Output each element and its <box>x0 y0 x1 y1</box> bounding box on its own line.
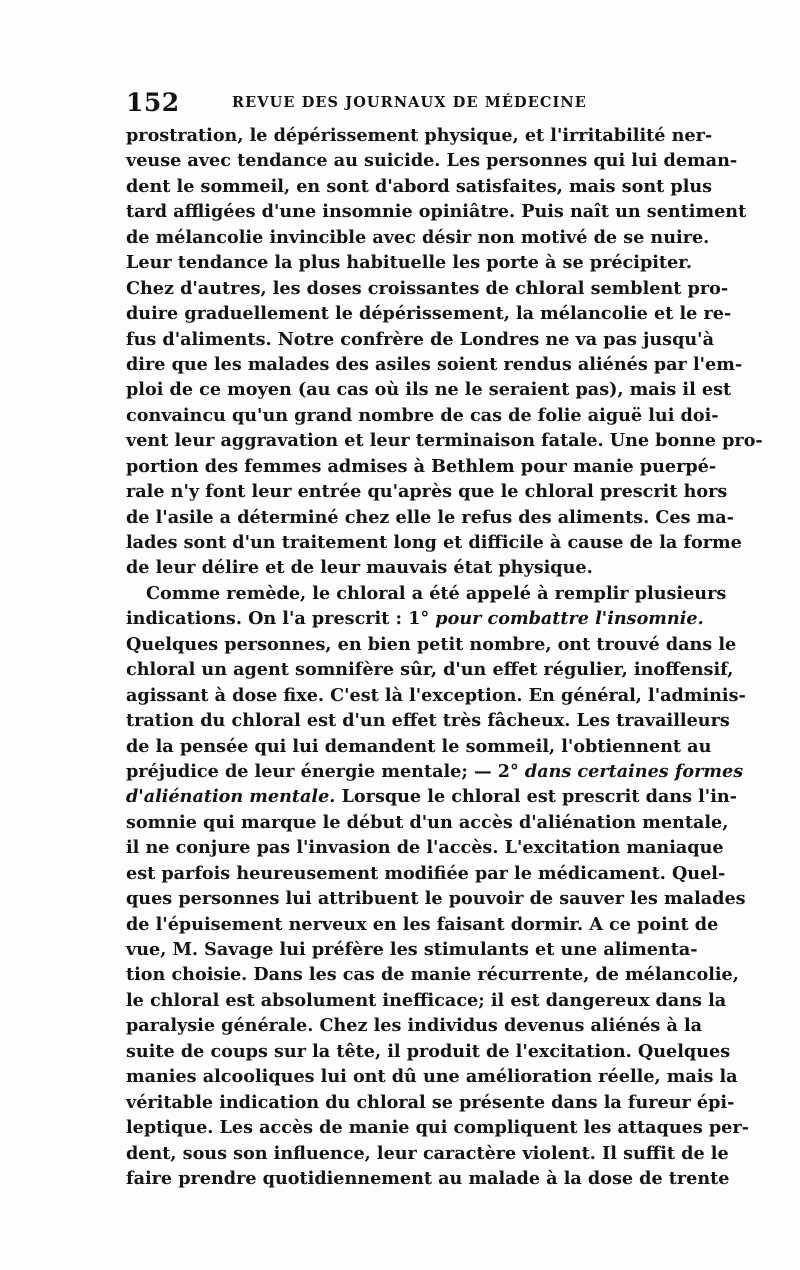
text-line: Comme remède, le chloral a été appelé à remplir plusieurs <box>146 582 727 604</box>
text-line: dire que les malades des asiles soient rendus aliénés par l'em- <box>126 353 743 375</box>
text-line: de l'épuisement nerveux en les faisant dormir. A ce point de <box>126 913 719 935</box>
text-line: dent, sous son influence, leur caractère violent. Il suffit de le <box>126 1142 729 1164</box>
text-line: de leur délire et de leur mauvais état physique. <box>126 557 593 579</box>
page-header <box>126 88 672 118</box>
text-line: veuse avec tendance au suicide. Les personnes qui lui deman- <box>126 150 738 172</box>
text-line: vue, M. Savage lui préfère les stimulants et une alimenta- <box>126 939 698 960</box>
text-line: Leur tendance la plus habituelle les porte à se précipiter. <box>126 252 693 274</box>
text-line: dent le sommeil, en sont d'abord satisfaites, mais sont plus <box>126 175 713 197</box>
text-line: somnie qui marque le début d'un accès d'aliénation mentale, <box>126 811 729 833</box>
text-line: de mélancolie invincible avec désir non motivé de se nuire. <box>126 226 710 248</box>
text-line: vent leur aggravation et leur terminaison fatale. Une bonne pro- <box>126 430 763 452</box>
text-line: Chez d'autres, les doses croissantes de chloral semblent pro- <box>126 277 729 299</box>
text-line: tard affligées d'une insomnie opiniâtre. Puis naît un sentiment <box>126 201 747 223</box>
page-number: 152 <box>126 88 180 117</box>
text-line: faire prendre quotidiennement au malade à la dose de trente <box>126 1167 730 1189</box>
italic-fragment: dans certaines formes <box>524 760 744 782</box>
text-line: il ne conjure pas l'invasion de l'accès. L'excitation maniaque <box>126 837 724 859</box>
text-line: paralysie générale. Chez les individus devenus aliénés à la <box>126 1015 703 1037</box>
text-fragment: indications. On l'a prescrit : <box>126 608 409 630</box>
text-fragment: préjudice de leur énergie mentale; — 2° <box>126 760 525 782</box>
italic-fragment: 1° <box>408 608 436 630</box>
italic-fragment: pour combattre l'insomnie. <box>435 608 704 630</box>
text-line: le chloral est absolument inefficace; il est dangereux dans la <box>126 989 727 1011</box>
text-line: ploi de ce moyen (au cas où ils ne le seraient pas), mais il est <box>126 379 732 401</box>
text-line-italic-mixed <box>126 606 704 631</box>
text-line: tration du chloral est d'un effet très fâcheux. Les travailleurs <box>126 710 730 732</box>
text-line: convaincu qu'un grand nombre de cas de folie aiguë lui doi- <box>126 404 719 426</box>
text-line: duire graduellement le dépérissement, la mélancolie et le re- <box>126 303 732 325</box>
text-line: chloral un agent somnifère sûr, d'un effet régulier, inoffensif, <box>126 659 734 681</box>
text-line: prostration, le dépérissement physique, et l'irritabilité ner- <box>126 125 713 146</box>
text-line: de la pensée qui lui demandent le sommeil, l'obtiennent au <box>126 735 712 757</box>
text-fragment: Lorsque le chloral est prescrit dans l'in- <box>335 786 737 808</box>
text-line: ques personnes lui attribuent le pouvoir de sauver les malades <box>126 888 746 910</box>
text-line: est parfois heureusement modifiée par le médicament. Quel- <box>126 862 726 884</box>
text-line: manies alcooliques lui ont dû une amélioration réelle, mais la <box>126 1066 738 1088</box>
text-line: Quelques personnes, en bien petit nombre, ont trouvé dans le <box>126 633 737 655</box>
text-line: fus d'aliments. Notre confrère de Londres ne va pas jusqu'à <box>126 328 714 350</box>
italic-fragment: d'aliénation mentale. <box>126 786 336 808</box>
text-line-italic-mixed <box>126 784 737 809</box>
text-line-italic-mixed <box>126 759 744 784</box>
running-title: REVUE DES JOURNAUX DE MÉDECINE <box>232 94 587 111</box>
text-line: suite de coups sur la tête, il produit de l'excitation. Quelques <box>126 1040 731 1062</box>
text-line: agissant à dose fixe. C'est là l'exception. En général, l'adminis- <box>126 684 746 706</box>
body-text <box>126 123 763 1191</box>
text-line: lades sont d'un traitement long et difficile à cause de la forme <box>126 532 742 553</box>
text-line: portion des femmes admises à Bethlem pour manie puerpé- <box>126 455 717 477</box>
text-line: rale n'y font leur entrée qu'après que le chloral prescrit hors <box>126 481 728 503</box>
text-line: leptique. Les accès de manie qui compliquent les attaques per- <box>126 1117 749 1139</box>
text-line: véritable indication du chloral se présente dans la fureur épi- <box>126 1091 735 1113</box>
text-line: de l'asile a déterminé chez elle le refus des aliments. Ces ma- <box>126 506 734 528</box>
text-line: tion choisie. Dans les cas de manie récurrente, de mélancolie, <box>126 964 739 986</box>
